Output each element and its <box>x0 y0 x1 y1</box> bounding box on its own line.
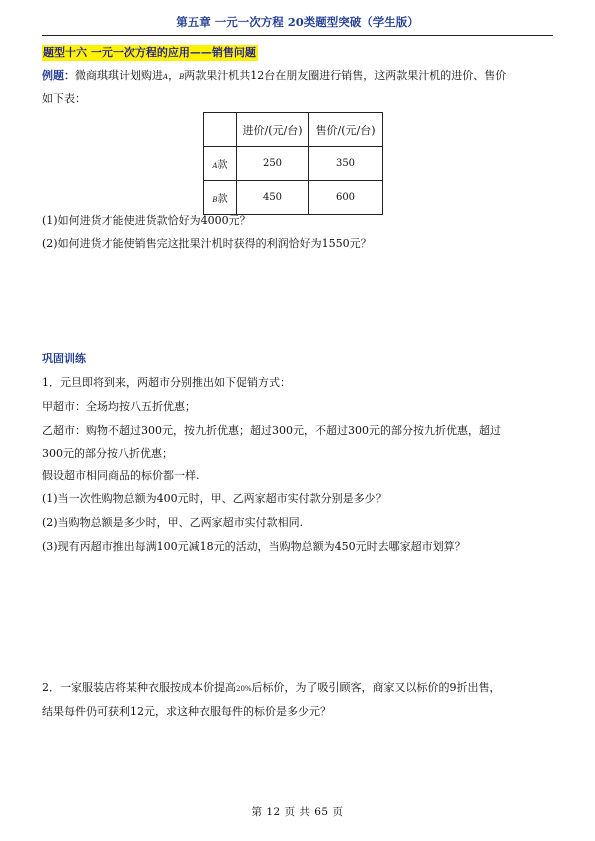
problem-1-jia: 甲超市：全场均按八五折优惠； <box>42 400 196 413</box>
problem-1-assumption: 假设超市相同商品的标价都一样. <box>42 469 200 482</box>
problem-2-percent: 20% <box>236 685 252 693</box>
problem-2-line-1 <box>42 680 501 697</box>
table-row <box>204 147 383 181</box>
table-row <box>204 181 383 215</box>
header-divider <box>42 35 553 36</box>
table-row-label <box>204 181 237 215</box>
table-cell-cost: 450 <box>237 181 309 215</box>
example-text-b: 两款果汁机共12台在朋友圈进行销售，这两款果汁机的进价、售价 <box>184 69 507 82</box>
problem-1-question-3: (3)现有丙超市推出每满100元减18元的活动，当购物总额为450元时去哪家超市划算？ <box>42 540 466 553</box>
row-label-text: 款 <box>217 160 228 171</box>
page-header-title: 第五章 一元一次方程 20类题型突破（学生版） <box>176 15 419 29</box>
row-label-text: 款 <box>217 194 228 205</box>
example-sep: ， <box>168 69 180 82</box>
example-question-1: (1)如何进货才能使进货款恰好为4000元？ <box>42 214 251 227</box>
table-row-label <box>204 147 237 181</box>
example-text-a: 微商琪琪计划购进 <box>75 69 163 82</box>
letter-b: B <box>179 73 185 81</box>
page-footer: 第 12 页 共 65 页 <box>251 806 344 818</box>
problem-1-yi-line-1: 乙超市：购物不超过300元，按九折优惠；超过300元，不超过300元的部分按九折优惠，超过 <box>42 424 501 437</box>
problem-2-line-2: 结果每件仍可获利12元，求这种衣服每件的标价是多少元？ <box>42 705 331 718</box>
row-letter: B <box>212 196 218 204</box>
example-question-2: (2)如何进货才能使销售完这批果汁机时获得的利润恰好为1550元？ <box>42 237 372 250</box>
section-heading: 题型十六 一元一次方程的应用——销售问题 <box>43 46 256 59</box>
price-table <box>203 112 383 215</box>
problem-1-question-2: (2)当购物总额是多少时，甲、乙两家超市实付款相同. <box>42 516 304 529</box>
example-label: 例题： <box>42 69 75 82</box>
table-header-price: 售价/(元/台) <box>309 113 383 147</box>
row-letter: A <box>212 162 218 170</box>
letter-a: A <box>163 73 169 81</box>
table-cell-price: 600 <box>309 181 383 215</box>
problem-1-yi-line-2: 300元的部分按八折优惠； <box>42 447 173 460</box>
table-cell-cost: 250 <box>237 147 309 181</box>
example-line-1 <box>42 68 506 85</box>
problem-1-question-1: (1)当一次性购物总额为400元时，甲、乙两家超市实付款分别是多少？ <box>42 492 387 505</box>
problem-2-text-b: 后标价，为了吸引顾客，商家又以标价的9折出售， <box>251 681 501 694</box>
table-header-cost: 进价/(元/台) <box>237 113 309 147</box>
problem-2-text-a: 2．一家服装店将某种衣服按成本价提高 <box>42 681 236 694</box>
table-corner-cell <box>204 113 237 147</box>
problem-1-intro: 1．元旦即将到来，两超市分别推出如下促销方式： <box>42 376 291 389</box>
table-cell-price: 350 <box>309 147 383 181</box>
example-line-2: 如下表： <box>42 92 86 105</box>
practice-heading: 巩固训练 <box>42 352 86 365</box>
table-header-row <box>204 113 383 147</box>
